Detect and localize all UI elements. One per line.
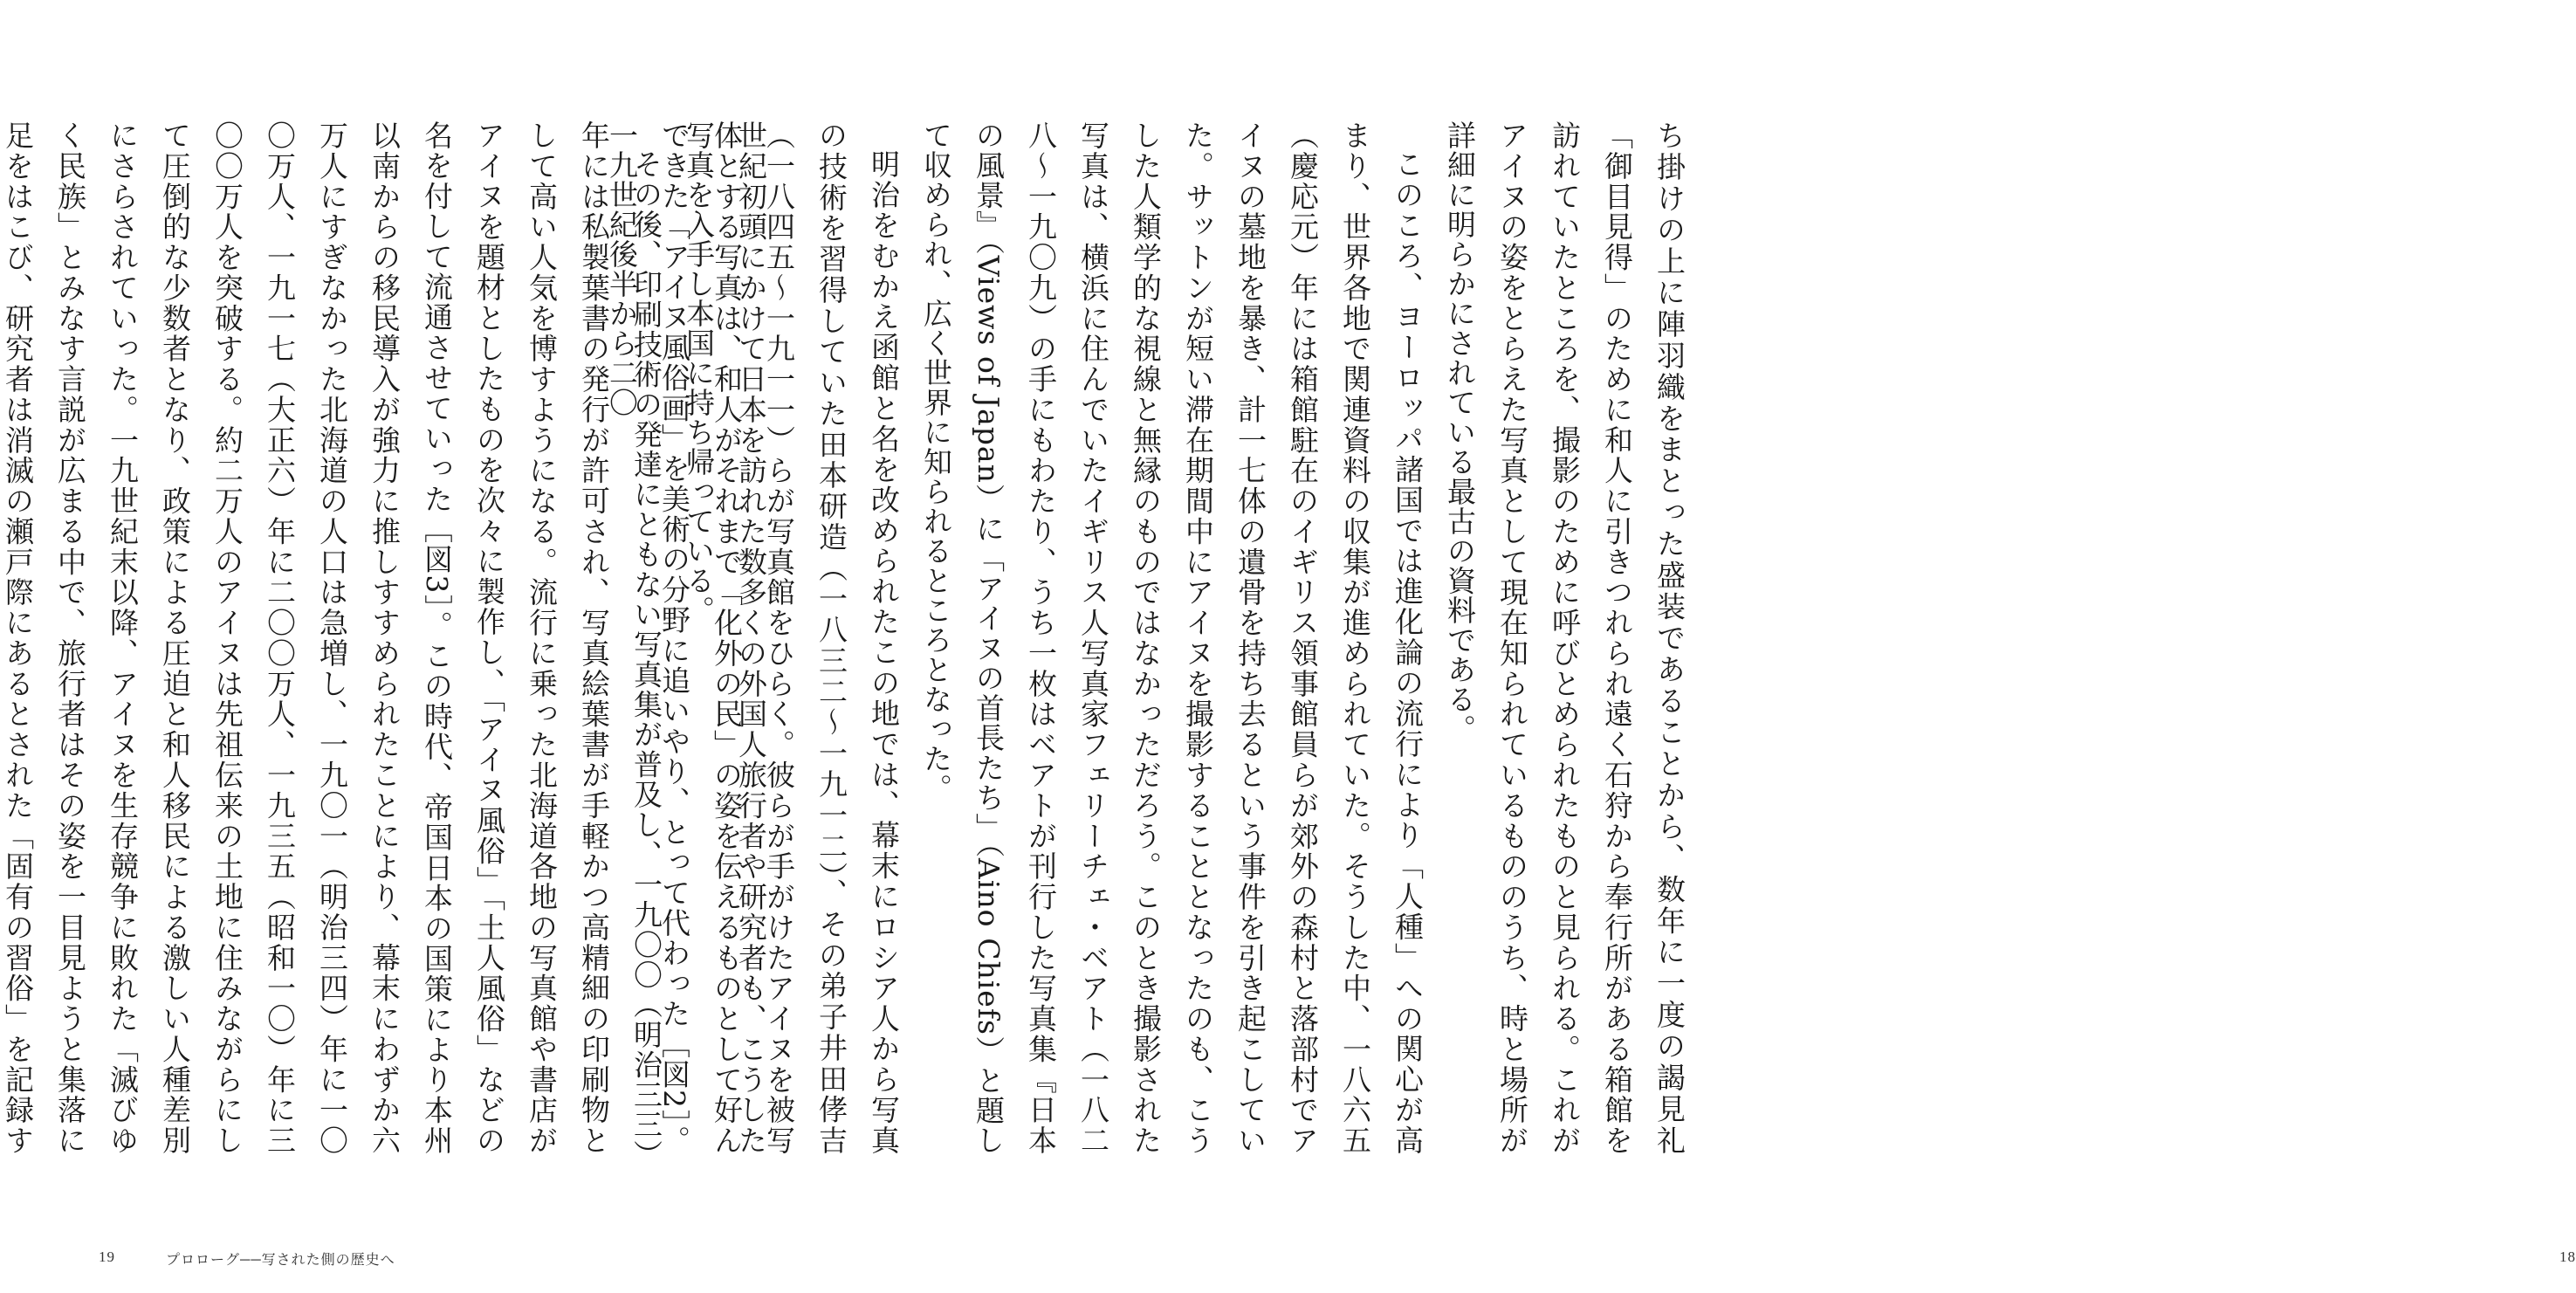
right-paragraph-1: ち掛けの上に陣羽織をまとった盛装であることから、数年に一度の謁見礼「御目見得」のために和人に引きつれられ遠く石狩から奉行所がある箱館を訪れていたところを、撮影のために呼びとめられたものと見られる。これがアイヌの姿をとらえた写真として現在知られているもののうち、時と場所が詳細に明らかにされている最古の資料である。 xyxy=(1443,120,1686,1155)
left-paragraph-1: 世紀初頭にかけて日本を訪れた数多くの外国人旅行者や研究者も、こうした写真を入手し本国に持ち帰っている。 xyxy=(682,120,768,1155)
folio-left: 19 xyxy=(99,1248,115,1265)
right-paragraph-2: このころ、ヨーロッパ諸国では進化論の流行により「人種」への関心が高まり、世界各地で関連資料の収集が進められていた。そうした中、一八六五（慶応元）年には箱館駐在のイギリス領事館員らが郊外の森村と落部村でアイヌの墓地を暴き、計一七体の遺骨を持ち去るという事件を引き起こしていた。サットンが短い滞在期間中にアイヌを撮影することとなったのも、こうした人類学的な視線と無縁のものではなかっただろう。このとき撮影された写真は、横浜に住んでいたイギリス人写真家フェリーチェ・ベアト（一八二八〜一九〇九）の手にもわたり、うち一枚はベアトが刊行した写真集『日本の風景』（Views of Japan）に「アイヌの首長たち」（Aino Chiefs）と題して収められ、広く世界に知られるところとなった。 xyxy=(919,120,1425,1155)
left-paragraph-2: その後、印刷技術の発達にともない写真集が普及し、一九〇〇（明治三三）年には私製葉書の発行が許可され、写真絵葉書が手軽かつ高精細の印刷物として高い人気を博すようになる。流行に乗った北海道各地の写真館や書店がアイヌを題材としたものを次々に製作し、「アイヌ風俗」「土人風俗」などの名を付して流通させていった［図3］。この時代、帝国日本の国策により本州以南からの移民導入が強力に推しすすめられたことにより、幕末にわずか六万人にすぎなかった北海道の人口は急増し、一九〇一（明治三四）年に一〇〇万人、一九一七（大正六）年に二〇〇万人、一九三五（昭和一〇）年に三〇〇万人を突破する。約二万人のアイヌは先祖伝来の土地に住みながらにして圧倒的な少数者となり、政策による圧迫と和人移民による激しい人種差別にさらされていった。一九世紀末以降、アイヌを生存競争に敗れた「滅びゆく民族」とみなす言説が広まる中で、旅行者はその姿を一目見ようと集落に足をはこび、研究者は消滅の瀬戸際にあるとされた「固有の習俗」を記録す xyxy=(1,120,663,1155)
right-paragraph-3: 明治をむかえ函館と名を改められたこの地では、幕末にロシア人から写真の技術を習得していた田本研造（一八三二〜一九一二）、その弟子井田侾吉（一八四五〜一九一一）らが写真館をひらく。彼らが手がけたアイヌを被写体とする写真は、和人がそれまで「化外の民」の姿を伝えるものとして好んできた「アイヌ風俗画」を美術の分野に追いやり、とって代わった［図2］。一九世紀後半から二〇 xyxy=(605,120,901,1155)
folio-right: 18 xyxy=(2559,1248,2576,1265)
running-head: プロローグ──写された側の歴史へ xyxy=(166,1253,395,1268)
